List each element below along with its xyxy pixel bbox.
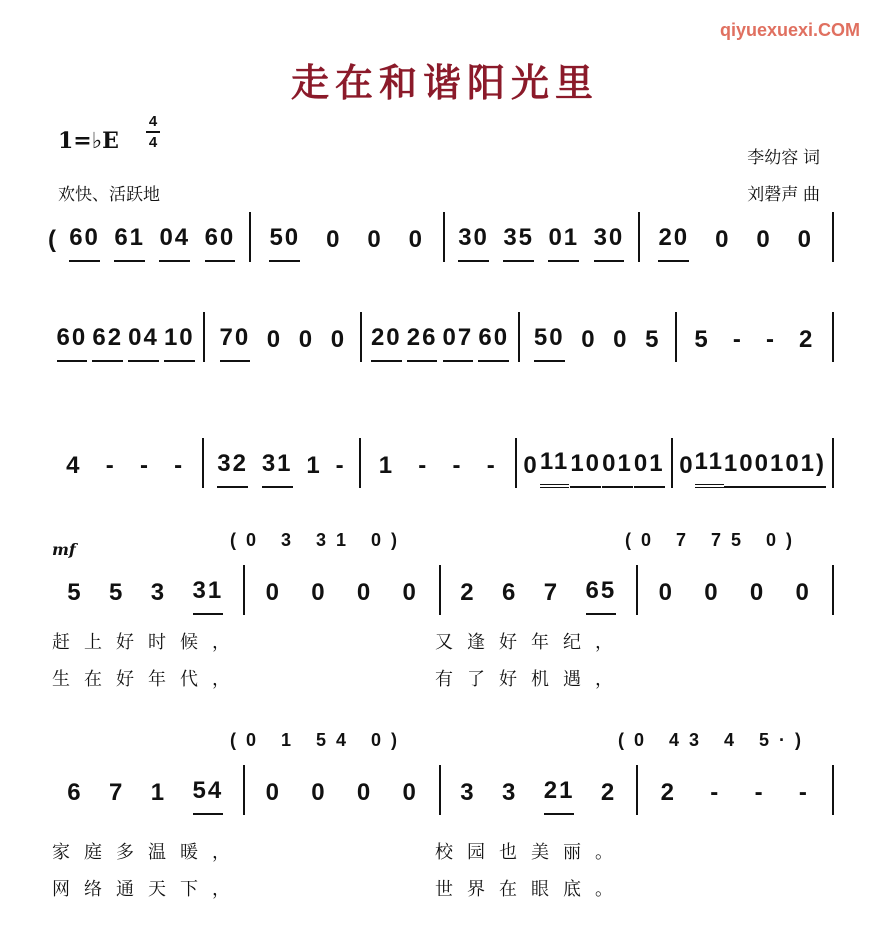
note-group: 0 [749,579,766,606]
note-group: 0 [326,226,342,253]
dynamic-marking: mf [52,540,76,559]
note-group: 10 [570,450,601,488]
note-group: 1 [306,452,322,479]
note-group: 2 [660,779,676,806]
note-group: 4 [66,452,82,479]
note-group: 7 [108,779,125,806]
note-group: 0 [356,579,373,606]
note-group: 60 [205,224,236,262]
note-group: - [486,452,497,479]
note-group: 70 [220,324,251,362]
note-group: 5 [694,326,710,353]
note-group: 6 [501,579,518,606]
measure [245,765,442,815]
note-group: - [732,326,743,353]
note-group: 0 [795,579,811,606]
note-group: 0 [265,779,281,806]
note-group: 50 [534,324,565,362]
note-group: 2 [460,579,476,606]
measure [517,438,673,488]
note-group: 04 [128,324,159,362]
score-row [48,765,834,815]
time-sig-bottom: 4 [148,134,158,151]
lyric-line: 世界在眼底。 [435,879,627,899]
accompaniment-line: (0 43 4 5·) [618,730,812,750]
note-group: 61 [114,224,145,262]
note-group: 0 [402,779,418,806]
note-group: 5 [67,579,83,606]
measure [48,565,245,615]
note-group: 3 [460,779,476,806]
note-group: 5 [108,579,125,606]
note-group: 31 [262,450,293,488]
note-group: 6 [67,779,83,806]
lyric-line: 又逢好年纪， [435,632,627,652]
score-row [48,212,834,262]
note-group: 60 [57,324,88,362]
key-signature: 1=♭E [58,128,119,154]
lyric-line: 有了好机遇， [435,669,627,689]
note-group: 0 [523,452,539,479]
lyric-line: 家庭多温暖， [52,842,244,862]
note-group: 10 [724,450,755,488]
note-group: 65 [586,577,617,615]
note-group: 0 [704,579,720,606]
time-signature [146,112,160,152]
note-group: 0 [311,779,327,806]
lyric-line: 校园也美丽。 [435,842,627,862]
note-group: 01 [548,224,579,262]
note-group: - [798,779,809,806]
note-group: 0 [330,326,347,353]
measure [205,312,362,362]
note-group: 0 [266,326,283,353]
note-group: 31 [193,577,224,615]
note-group: 11 [695,448,724,488]
note-group: 01 [602,450,633,488]
tempo-marking: 欢快、活跃地 [58,185,160,204]
note-group: - [418,452,429,479]
composer: 刘磬声 曲 [747,185,820,204]
measure [638,765,835,815]
note-group: 32 [217,450,248,488]
note-group: 0 [756,226,772,253]
measure [441,765,638,815]
note-group: 35 [503,224,534,262]
note-group: 30 [458,224,489,262]
note-group: 60 [69,224,100,262]
note-group: 3 [501,779,518,806]
measure [673,438,834,488]
note-group: 07 [443,324,474,362]
score-row [48,312,834,362]
note-group: 0 [367,226,383,253]
measure [677,312,834,362]
note-group: - [335,452,346,479]
measure [48,438,204,488]
note-group: 0 [311,579,327,606]
note-group: 2 [600,779,617,806]
note-group: 54 [193,777,224,815]
note-group: 26 [407,324,438,362]
note-group: 20 [371,324,402,362]
note-group: 1 [378,452,395,479]
score-row [48,565,834,615]
note-group: - [710,779,721,806]
note-group: 21 [544,777,575,815]
lyric-line: 生在好年代， [52,669,244,689]
note-group: 50 [269,224,300,262]
measure [245,565,442,615]
note-group: 2 [799,326,815,353]
note-group: 62 [92,324,123,362]
note-group: - [754,779,765,806]
note-group: 0 [356,779,373,806]
note-group: 01) [785,450,826,488]
lyricist: 李幼容 词 [747,148,820,167]
note-group: 5 [645,326,661,353]
note-group: 0 [715,226,731,253]
measure [362,312,519,362]
accompaniment-line: (0 1 54 0) [230,730,408,750]
note-group: 01 [755,450,786,488]
lyric-line: 赶上好时候， [52,632,244,652]
note-group: 7 [543,579,560,606]
note-group: 20 [658,224,689,262]
note-group: 0 [581,326,597,353]
note-group: 0 [679,452,695,479]
measure [361,438,517,488]
accompaniment-line: (0 3 31 0) [230,530,408,550]
measure [204,438,360,488]
note-group: 60 [478,324,509,362]
note-group: - [765,326,776,353]
song-title: 走在和谐阳光里 [290,60,599,105]
note-group: 04 [159,224,190,262]
open-paren: ( [48,226,56,253]
note-group: 0 [797,226,813,253]
measure [640,212,835,262]
watermark: qiyuexuexi.COM [719,20,860,40]
accompaniment-line: (0 7 75 0) [625,530,803,550]
note-group: - [105,452,116,479]
note-group: 0 [613,326,629,353]
measure [56,212,251,262]
note-group: 0 [402,579,418,606]
measure [48,765,245,815]
note-group: 30 [594,224,625,262]
note-group: - [174,452,185,479]
measure [48,312,205,362]
lyric-line: 网络通天下， [52,879,244,899]
time-sig-top: 4 [148,113,158,130]
measure [251,212,446,262]
measure [441,565,638,615]
note-group: 11 [540,448,569,488]
measure [638,565,835,615]
note-group: 0 [658,579,674,606]
note-group: - [452,452,463,479]
note-group: 10 [164,324,195,362]
note-group: 0 [265,579,281,606]
measure [520,312,677,362]
note-group: 3 [150,579,167,606]
note-group: 01 [634,450,665,488]
measure [445,212,640,262]
note-group: 0 [408,226,424,253]
note-group: 1 [150,779,167,806]
note-group: 0 [298,326,315,353]
note-group: - [139,452,150,479]
score-row [48,438,834,488]
